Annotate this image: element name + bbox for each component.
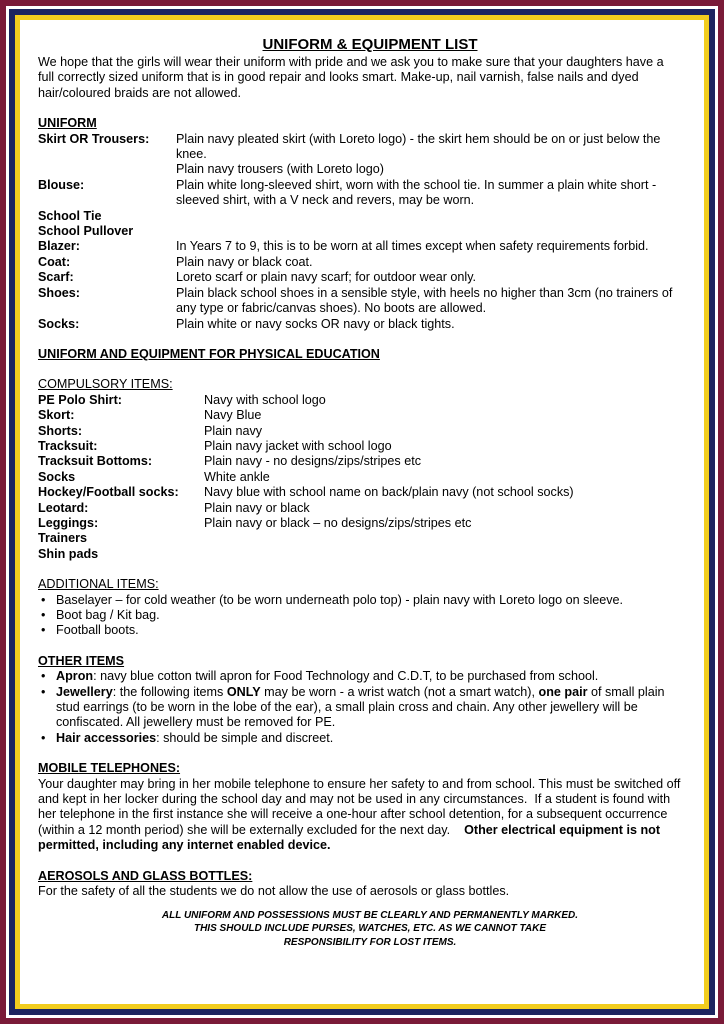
item-label: Shoes: xyxy=(38,285,80,300)
item-row xyxy=(38,501,682,516)
item-value xyxy=(204,531,682,546)
item-value xyxy=(176,224,682,239)
aerosols-text: For the safety of all the students we do not allow the use of aerosols or glass bottles. xyxy=(38,884,510,899)
item-value: White ankle xyxy=(204,469,270,484)
list-item: • Football boots. xyxy=(38,623,682,638)
item-value: Plain navy or black – no designs/zips/stripes etc xyxy=(204,515,472,530)
item-value xyxy=(204,547,682,562)
mobile-heading: MOBILE TELEPHONES: xyxy=(38,761,181,776)
item-value: Navy blue with school name on back/plain navy (not school socks) xyxy=(204,485,574,500)
item-value: Plain navy jacket with school logo xyxy=(204,438,392,453)
other-heading: OTHER ITEMS xyxy=(38,653,125,668)
compulsory-list xyxy=(38,393,682,562)
item-row xyxy=(38,454,682,469)
page-title: UNIFORM & EQUIPMENT LIST xyxy=(262,36,478,53)
item-row xyxy=(38,132,682,163)
item-label: Shin pads xyxy=(38,546,99,561)
item-label: Tracksuit: xyxy=(38,438,98,453)
jewellery-text: : the following items xyxy=(112,684,227,699)
item-row xyxy=(38,255,682,270)
item-row xyxy=(38,531,682,546)
item-label: Socks xyxy=(38,469,76,484)
uniform-heading: UNIFORM xyxy=(38,116,97,131)
mobile-text: Your daughter may bring in her mobile telephone to ensure her safety to and from school. This must be switched off and kept in her locker during the school day and may not be used in any circumstances. If a student is found with her telephone in the first instance she will receive a one-hour after school detention, for a subsequent occurrence (within a 12 month period) she will be externally excluded for the next day. xyxy=(38,776,684,837)
item-row xyxy=(38,424,682,439)
item-value: In Years 7 to 9, this is to be worn at all times except when safety requirements forbid. xyxy=(176,239,649,254)
list-item xyxy=(38,685,682,731)
hair-text: : should be simple and discreet. xyxy=(156,730,334,745)
footer-line: ALL UNIFORM AND POSSESSIONS MUST BE CLEARLY AND PERMANENTLY MARKED. xyxy=(161,909,579,921)
jewellery-only: ONLY xyxy=(226,684,261,699)
item-row xyxy=(38,317,682,332)
item-row xyxy=(38,162,682,177)
document-body xyxy=(38,36,682,949)
item-value xyxy=(176,209,682,224)
item-label: Trainers xyxy=(38,531,88,546)
item-value: Plain white long-sleeved shirt, worn with the school tie. In summer a plain white short - sleeved shirt, with a V neck and revers, may be worn. xyxy=(176,177,657,208)
item-label: Skirt OR Trousers: xyxy=(38,131,150,146)
additional-list xyxy=(38,593,682,639)
item-value: Plain navy pleated skirt (with Loreto logo) - the skirt hem should be on or just below the knee. xyxy=(176,131,661,162)
item-row xyxy=(38,439,682,454)
intro-paragraph: We hope that the girls will wear their uniform with pride and we ask you to make sure that your daughters have a full correctly sized uniform that is in good repair and looks smart. Make-up, nail varnish, false nails and dyed hair/coloured braids are not allowed. xyxy=(38,55,664,100)
item-value: Plain navy trousers (with Loreto logo) xyxy=(176,162,384,177)
mobile-paragraph xyxy=(38,777,682,854)
item-value: Plain navy - no designs/zips/stripes etc xyxy=(204,454,421,469)
item-label: Tracksuit Bottoms: xyxy=(38,454,153,469)
item-label: PE Polo Shirt: xyxy=(38,392,122,407)
list-item xyxy=(38,731,682,746)
list-item xyxy=(38,669,682,684)
item-label: School Tie xyxy=(38,208,102,223)
item-label: Scarf: xyxy=(38,270,74,285)
item-label xyxy=(38,162,176,177)
footer-line: RESPONSIBILITY FOR LOST ITEMS. xyxy=(283,936,457,948)
other-list xyxy=(38,669,682,746)
jewellery-one-pair: one pair xyxy=(538,684,588,699)
item-value: Plain navy or black xyxy=(204,500,310,515)
item-row xyxy=(38,485,682,500)
list-item: • Baselayer – for cold weather (to be worn underneath polo top) - plain navy with Loreto logo on sleeve. xyxy=(38,593,682,608)
additional-heading: ADDITIONAL ITEMS: xyxy=(38,577,159,592)
pe-heading: UNIFORM AND EQUIPMENT FOR PHYSICAL EDUCATION xyxy=(38,346,380,361)
apron-label: Apron xyxy=(56,669,94,684)
item-row xyxy=(38,239,682,254)
item-label: Blouse: xyxy=(38,177,85,192)
item-row xyxy=(38,393,682,408)
jewellery-text: of small plain stud earrings (to be worn in the lobe of the ear), a small plain cross and chain. Any other jewellery will be confiscated. All jewellery must be removed for PE. xyxy=(56,684,665,730)
item-label: Leggings: xyxy=(38,515,99,530)
aerosols-heading: AEROSOLS AND GLASS BOTTLES: xyxy=(38,868,253,883)
apron-text: : navy blue cotton twill apron for Food Technology and C.D.T, to be purchased from school. xyxy=(93,669,599,684)
item-row xyxy=(38,178,682,209)
item-row xyxy=(38,547,682,562)
list-item: • Boot bag / Kit bag. xyxy=(38,608,682,623)
compulsory-heading: COMPULSORY ITEMS: xyxy=(38,377,173,392)
item-value: Navy Blue xyxy=(204,408,262,423)
item-value: Loreto scarf or plain navy scarf; for outdoor wear only. xyxy=(176,270,477,285)
item-value: Plain black school shoes in a sensible style, with heels no higher than 3cm (no trainers of any type or fabric/canvas shoes). No boots are allowed. xyxy=(176,285,673,316)
item-row xyxy=(38,224,682,239)
item-row xyxy=(38,286,682,317)
jewellery-text: may be worn - a wrist watch (not a smart watch), xyxy=(260,684,539,699)
footer-line: THIS SHOULD INCLUDE PURSES, WATCHES, ETC. AS WE CANNOT TAKE xyxy=(193,923,547,934)
item-label: Coat: xyxy=(38,254,71,269)
item-row xyxy=(38,270,682,285)
uniform-list xyxy=(38,132,682,332)
mobile-bold-text: Other electrical equipment is not permitted, including any internet enabled device. xyxy=(38,822,661,853)
item-label: Blazer: xyxy=(38,239,80,254)
item-label: Shorts: xyxy=(38,423,83,438)
item-value: Plain navy or black coat. xyxy=(176,254,313,269)
item-label: Hockey/Football socks: xyxy=(38,485,179,500)
item-value: Plain navy xyxy=(204,423,263,438)
item-row xyxy=(38,209,682,224)
item-label: School Pullover xyxy=(38,224,134,239)
item-value: Navy with school logo xyxy=(204,392,326,407)
footer-notice xyxy=(38,909,682,950)
item-row xyxy=(38,408,682,423)
item-label: Socks: xyxy=(38,316,80,331)
item-label: Leotard: xyxy=(38,500,89,515)
item-label: Skort: xyxy=(38,408,75,423)
hair-label: Hair accessories xyxy=(56,730,157,745)
item-row xyxy=(38,516,682,531)
item-row xyxy=(38,470,682,485)
jewellery-label: Jewellery xyxy=(56,684,113,699)
item-value: Plain white or navy socks OR navy or black tights. xyxy=(176,316,455,331)
